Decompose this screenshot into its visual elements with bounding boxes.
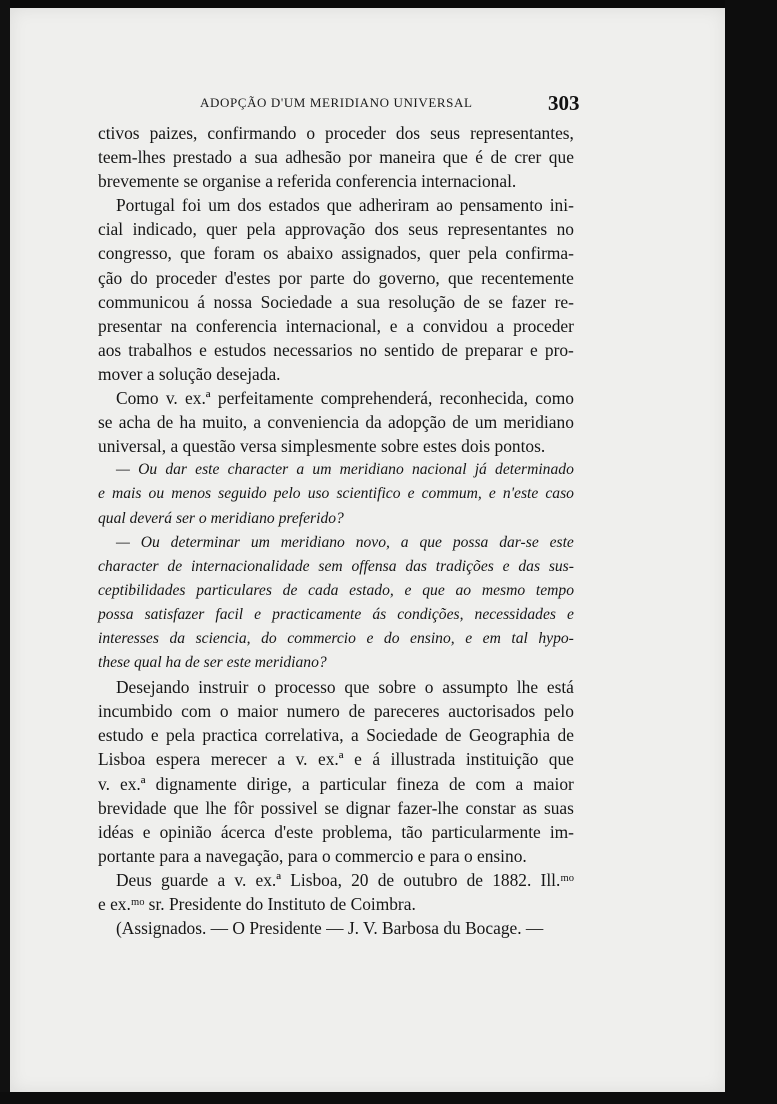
text-line: presentar na conferencia internacional, e a convidou a proceder [98, 315, 574, 336]
text-line: character de internacionalidade sem offensa das tradições e das sus- [98, 557, 574, 575]
paragraph [98, 121, 574, 193]
paragraph [98, 868, 574, 916]
paragraph [98, 193, 574, 386]
paragraph [98, 675, 574, 868]
text-line: mover a solução desejada. [98, 363, 281, 384]
text-line: (Assignados. — O Presidente — J. V. Barbosa du Bocage. — [116, 918, 544, 939]
text-line: qual deverá ser o meridiano preferido? [98, 509, 344, 527]
text-line: brevidade que lhe fôr possivel se dignar fazer-lhe constar as suas [98, 797, 574, 818]
paragraph [98, 916, 574, 940]
scan-border-left [0, 0, 10, 1104]
text-line: Portugal foi um dos estados que adheriram ao pensamento ini- [116, 195, 574, 216]
text-line: e ex.ᵐᵒ sr. Presidente do Instituto de Coimbra. [98, 894, 416, 914]
text-line: teem-lhes prestado a sua adhesão por maneira que é de crer que [98, 147, 574, 168]
text-line: — Ou determinar um meridiano novo, a que possa dar-se este [116, 533, 574, 551]
text-line: communicou á nossa Sociedade a sua resolução de se fazer re- [98, 291, 574, 312]
text-line: v. ex.ª dignamente dirige, a particular fineza de com a maior [98, 773, 574, 794]
text-line: interesses da sciencia, do commercio e do ensino, e em tal hypo- [98, 629, 574, 647]
text-line: Desejando instruir o processo que sobre o assumpto lhe está [116, 677, 574, 698]
text-line: portante para a navegação, para o commercio e para o ensino. [98, 845, 527, 866]
text-line: idéas e opinião ácerca d'este problema, tão particularmente im- [98, 821, 574, 842]
text-line: brevemente se organise a referida conferencia internacional. [98, 171, 517, 192]
text-line: estudo e pela practica correlativa, a Sociedade de Geographia de [98, 725, 574, 746]
text-line: Deus guarde a v. ex.ª Lisboa, 20 de outubro de 1882. Ill.ᵐᵒ [116, 869, 574, 890]
text-line: cial indicado, quer pela approvação dos seus representantes no [98, 219, 574, 240]
text-line: incumbido com o maior numero de pareceres auctorisados pelo [98, 701, 574, 722]
text-line: universal, a questão versa simplesmente sobre estes dois pontos. [98, 436, 546, 457]
scan-border-right [725, 0, 777, 1104]
running-header [20, 92, 580, 118]
text-line: ctivos paizes, confirmando o proceder dos seus representantes, [98, 123, 574, 143]
paragraph [98, 386, 574, 458]
running-title: ADOPÇÃO D'UM MERIDIANO UNIVERSAL [200, 95, 473, 110]
text-line: possa satisfazer facil e practicamente ás condições, necessidades e [98, 605, 574, 623]
book-page [10, 8, 725, 1092]
text-line: Como v. ex.ª perfeitamente comprehenderá, reconhecida, como [116, 388, 574, 409]
page-body [98, 121, 574, 940]
text-line: aos trabalhos e estudos necessarios no sentido de preparar e pro- [98, 339, 574, 360]
text-line: Lisboa espera merecer a v. ex.ª e á illustrada instituição que [98, 749, 574, 770]
text-line: these qual ha de ser este meridiano? [98, 654, 327, 672]
text-line: e mais ou menos seguido pelo uso scientifico e commum, e n'este caso [98, 485, 574, 503]
italic-paragraph [98, 531, 574, 676]
text-line: congresso, que foram os abaixo assignados, quer pela confirma- [98, 243, 574, 264]
text-line: ção do proceder d'estes por parte do governo, que recentemente [98, 267, 574, 288]
scan-border-bottom [0, 1092, 777, 1104]
text-line: ceptibilidades particulares de cada estado, e que ao mesmo tempo [98, 581, 574, 599]
page-number: 303 [548, 91, 580, 115]
italic-paragraph [98, 458, 574, 530]
text-line: — Ou dar este character a um meridiano nacional já determinado [116, 461, 574, 479]
text-line: se acha de ha muito, a conveniencia da adopção de um meridiano [98, 412, 574, 433]
